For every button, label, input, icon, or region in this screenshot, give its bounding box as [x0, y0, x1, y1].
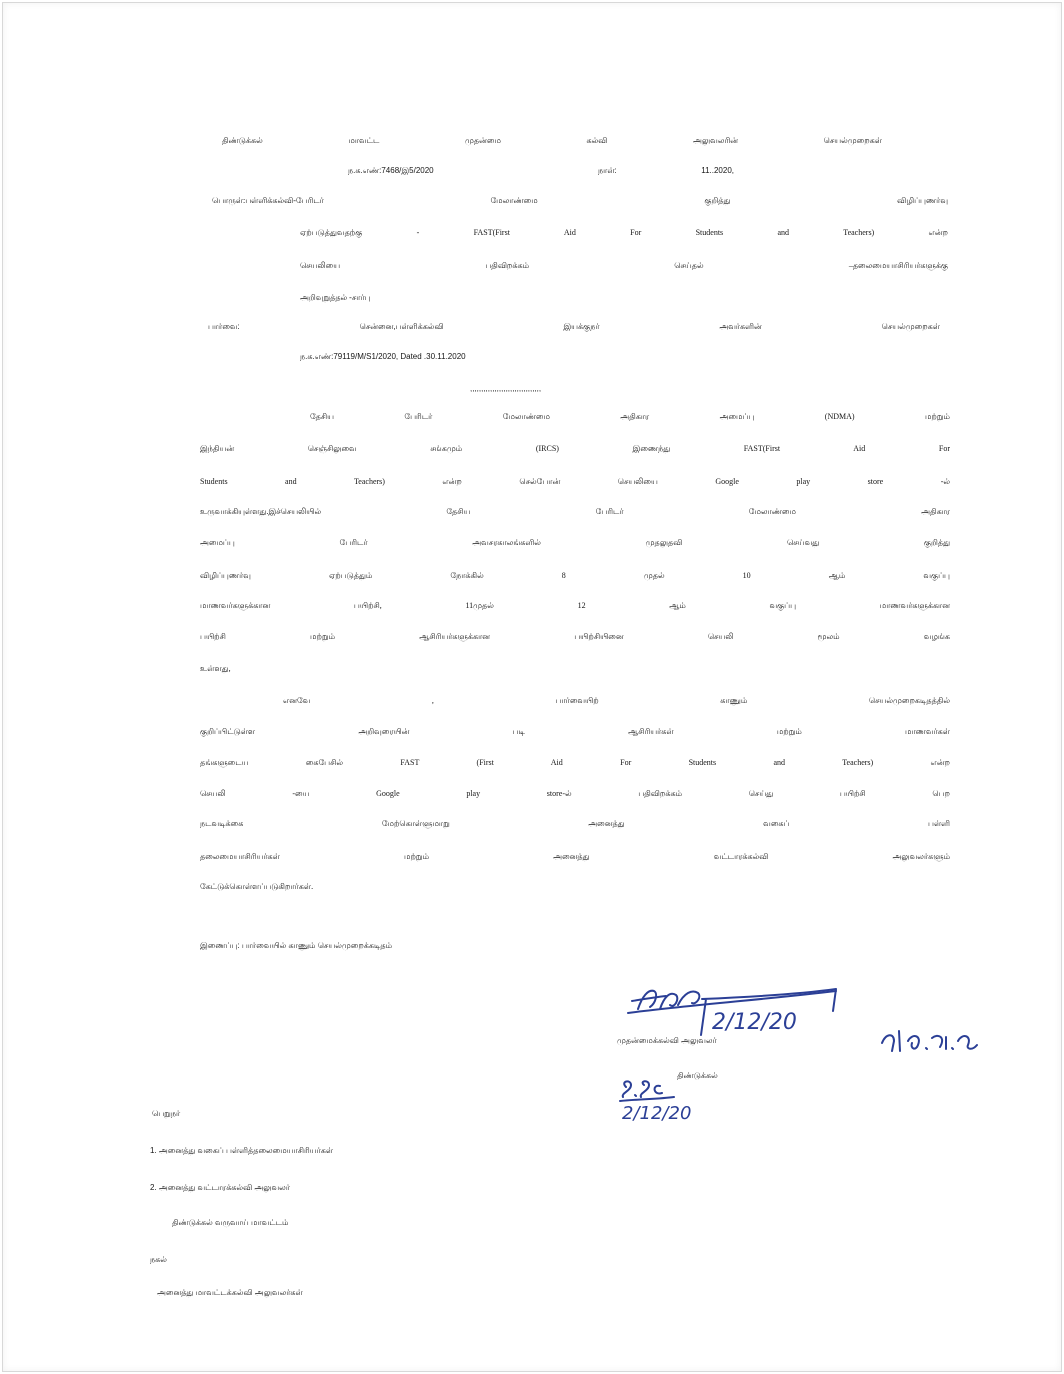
- enclosure-text: பார்வையில் காணும் செயல்முறைக்கடிதம்: [241, 941, 393, 950]
- recipient-district: திண்டுக்கல் வருவாய் மாவட்டம்: [172, 1218, 289, 1227]
- paragraph-1-line: மாணவர்களுக்கான பயிற்சி, 11முதல் 12 ஆம் வகுப்பு மாணவர்களுக்கான: [200, 601, 950, 610]
- reference-line-1: [208, 314, 940, 340]
- recipients-heading: பெறுநர்: [152, 1109, 181, 1118]
- paragraph-2-line: எனவே , பார்வையிற் காணும் செயல்முறைகடிதத்தில்: [283, 696, 950, 705]
- paragraph-2-line: குறிப்பிட்டுள்ள அறிவுரையின் படி ஆசிரியர்கள் மற்றும் மாணவர்கள்: [200, 727, 950, 736]
- paragraph-2-line: தலைமையாசிரியர்கள் மற்றும் அனைத்து வட்டாரக்கல்வி அலுவலர்களும்: [200, 852, 950, 861]
- paragraph-1-line: விழிப்புணர்வு ஏற்படுத்தும் நோக்கில் 8 முதல் 10 ஆம் வகுப்பு: [200, 571, 950, 580]
- signature-date: 2/12/20: [712, 1010, 797, 1035]
- paragraph-2-line: தங்களுடைய கைபேசில் FAST (First Aid For Students and Teachers) என்ற: [200, 758, 950, 767]
- designation-handwritten-mark: [882, 1031, 977, 1051]
- subject-label: பொருள்:: [212, 196, 246, 205]
- paragraph-1-line: அமைப்பு பேரிடர் அவசரகாலங்களில் முதலுதவி செய்வது குறித்து: [200, 538, 950, 547]
- reference-label: பார்வை:: [208, 322, 240, 331]
- date-value: 11..2020,: [701, 166, 734, 175]
- paragraph-1-line: இந்தியன் செஞ்சிலுவை சங்கமும் (IRCS) இணைந்து FAST(First Aid For: [200, 444, 950, 453]
- subject-text: பள்ளிக்கல்வி-பேரிடர் மேலாண்மை குறித்து விழிப்புணர்வு: [245, 196, 948, 205]
- letter-date: [598, 158, 734, 184]
- reference-number: ந.க.எண்:7468/இ5/2020: [348, 166, 434, 175]
- copy-item: அனைத்து மாவட்டக்கல்வி அலுவலர்கள்: [157, 1288, 303, 1297]
- date-label: நாள்:: [598, 166, 617, 175]
- subject-line-3: செயலியை பதிவிறக்கம் செய்தல் –தலைமையாசிரியர்களுக்கு: [300, 261, 948, 270]
- paragraph-2-line: கேட்டுக்கொள்ளப்படுகிறார்கள்.: [200, 882, 314, 891]
- initial-scribble: [620, 1081, 674, 1101]
- paragraph-2-line: செயலி -யை Google play store-ல் பதிவிறக்கம் செய்து பயிற்சி பெற: [200, 789, 950, 798]
- subject-line-4: அறிவுறுத்தல் -சார்பு: [300, 293, 371, 302]
- copy-heading: நகல்: [150, 1255, 167, 1264]
- initial-date: 2/12/20: [622, 1103, 692, 1124]
- subject-line-1: [212, 188, 948, 214]
- paragraph-1-line: உள்ளது,: [200, 664, 231, 673]
- subject-line-2: ஏற்படுத்துவதற்கு - FAST(First Aid For Students and Teachers) என்ற: [300, 228, 948, 237]
- signatory-designation: முதன்மைக்கல்வி அலுவலர்: [617, 1036, 717, 1045]
- separator: ,,,,,,,,,,,,,,,,,,,,,,,,,,,,,,,,: [470, 384, 542, 393]
- paragraph-2-line: நடவடிக்கை மேற்கொள்ளுமாறு அனைத்து வகைப் பள்ளி: [200, 819, 950, 828]
- enclosure-label: இணைப்பு:: [200, 941, 240, 950]
- signatory-place: திண்டுக்கல்: [677, 1071, 718, 1080]
- recipient-item: 1. அனைத்து வகைப் பள்ளித்தலைமையாசிரியர்கள்: [150, 1146, 334, 1155]
- document-title: திண்டுக்கல் மாவட்ட முதன்மை கல்வி அலுவலரின் செயல்முறைகள்: [222, 136, 882, 145]
- paragraph-1-line: Students and Teachers) என்ற செல்போன் செயலியை Google play store -ல்: [200, 477, 950, 486]
- paragraph-1-line: உருவாக்கியுள்ளது.இச்செயலியில் தேசிய பேரிடர் மேலாண்மை அதிகார: [200, 507, 950, 516]
- paragraph-1-line: பயிற்சி மற்றும் ஆசிரியர்களுக்கான பயிற்சியினை செயலி மூலம் வழங்க: [200, 632, 950, 641]
- signature-handwriting: [600, 975, 1000, 1140]
- recipient-item: 2. அனைத்து வட்டாரக்கல்வி அலுவலர்: [150, 1183, 290, 1192]
- enclosure: [200, 933, 760, 959]
- paragraph-1-line: தேசிய பேரிடர் மேலாண்மை அதிகார அமைப்பு (NDMA) மற்றும்: [310, 412, 950, 421]
- reference-line-2: ந.க.எண்:79119/M/S1/2020, Dated .30.11.2020: [300, 352, 466, 361]
- reference-text: சென்னை,பள்ளிக்கல்வி இயக்குநர் அவர்களின் செயல்முறைகள்: [359, 322, 940, 331]
